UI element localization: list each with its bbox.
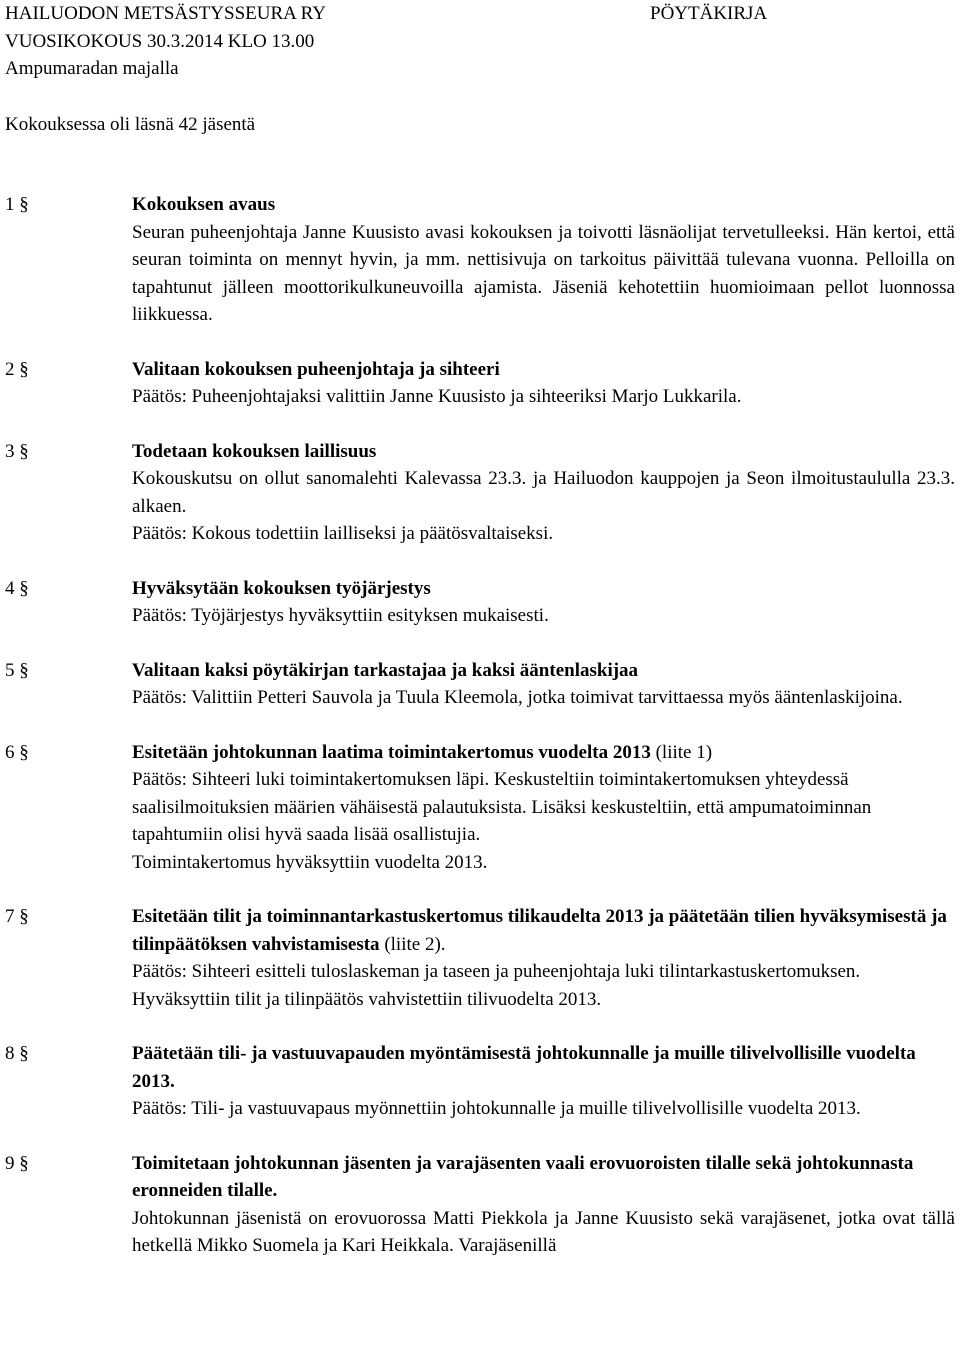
attendance-note: Kokouksessa oli läsnä 42 jäsentä <box>5 113 256 135</box>
section-number: 3 § <box>5 440 29 462</box>
section-title-text: Todetaan kokouksen laillisuus <box>132 440 377 462</box>
section-number: 6 § <box>5 741 29 763</box>
section-9 <box>5 1150 955 1260</box>
section-title <box>132 739 955 767</box>
section-4 <box>5 575 955 630</box>
section-title-text: Esitetään tilit ja toiminnantarkastuskertomus tilikaudelta 2013 ja päätetään tilien hyväksymisestä ja tilinpäätöksen vahvistamisesta <box>132 906 947 955</box>
section-title <box>132 438 955 466</box>
section-number: 2 § <box>5 358 29 380</box>
section-number: 7 § <box>5 906 29 927</box>
section-number: 8 § <box>5 1043 29 1064</box>
section-title <box>132 191 955 219</box>
section-title <box>132 575 955 603</box>
section-6 <box>5 739 955 877</box>
section-paragraph: Toimintakertomus hyväksyttiin vuodelta 2013. <box>132 851 488 873</box>
section-paragraph: Seuran puheenjohtaja Janne Kuusisto avasi kokouksen ja toivotti läsnäolijat tervetulleeksi. Hän kertoi, että seuran toiminta on mennyt hyvin, ja mm. nettisivuja on tarkoitus päivittää tulevana vuonna. Pelloilla on tapahtunut jälleen moottorikulkuneuvoilla ajamista. Jäseniä kehotettiin huomioimaan pellot luonnossa liikkuessa. <box>132 221 955 325</box>
section-number: 9 § <box>5 1152 29 1174</box>
section-5 <box>5 657 955 712</box>
header-row-1 <box>5 0 955 28</box>
section-title <box>132 657 955 685</box>
meeting-place: Ampumaradan majalla <box>5 58 179 79</box>
section-paragraph: Päätös: Työjärjestys hyväksyttiin esityksen mukaisesti. <box>132 605 549 626</box>
section-title-note: (liite 1) <box>650 741 713 763</box>
section-paragraph: Päätös: Sihteeri luki toimintakertomuksen läpi. Keskusteltiin toimintakertomuksen yhteydessä saalisilmoituksien määrien vähäisestä palautuksista. Lisäksi keskusteltiin, että ampumatoiminnan tapahtumiin olisi hyvä saada lisää osallistujia. <box>132 769 872 845</box>
section-number: 4 § <box>5 577 29 599</box>
section-paragraph: Päätös: Tili- ja vastuuvapaus myönnettiin johtokunnalle ja muille tilivelvollisille vuodelta 2013. <box>132 1098 861 1119</box>
section-title-text: Hyväksytään kokouksen työjärjestys <box>132 577 431 599</box>
section-paragraph: Päätös: Puheenjohtajaksi valittiin Janne Kuusisto ja sihteeriksi Marjo Lukkarila. <box>132 386 742 407</box>
section-title-text: Esitetään johtokunnan laatima toimintakertomus vuodelta 2013 <box>132 741 651 763</box>
minutes-document <box>5 0 955 1287</box>
section-8 <box>5 1040 955 1123</box>
section-paragraph: Päätös: Kokous todettiin lailliseksi ja päätösvaltaiseksi. <box>132 523 554 544</box>
section-title-text: Toimitetaan johtokunnan jäsenten ja varajäsenten vaali erovuoroisten tilalle sekä johtokunnasta eronneiden tilalle. <box>132 1152 914 1201</box>
section-title-text: Valitaan kaksi pöytäkirjan tarkastajaa ja kaksi ääntenlaskijaa <box>132 659 639 681</box>
section-title-text: Kokouksen avaus <box>132 194 276 215</box>
section-title <box>132 356 955 384</box>
section-title-note: (liite 2). <box>379 933 446 955</box>
section-2 <box>5 356 955 411</box>
section-number: 1 § <box>5 194 29 215</box>
organization-name: HAILUODON METSÄSTYSSEURA RY <box>5 3 326 24</box>
document-type: PÖYTÄKIRJA <box>650 3 768 24</box>
section-title <box>132 1150 955 1205</box>
section-paragraph: Kokouskutsu on ollut sanomalehti Kalevassa 23.3. ja Hailuodon kauppojen ja Seon ilmoitustaululla 23.3. alkaen. <box>132 468 955 517</box>
section-paragraph: Johtokunnan jäsenistä on erovuorossa Matti Piekkola ja Janne Kuusisto sekä varajäsenet, jotka ovat tällä hetkellä Mikko Suomela ja Kari Heikkala. Varajäsenillä <box>132 1207 955 1256</box>
section-title-text: Päätetään tili- ja vastuuvapauden myöntämisestä johtokunnalle ja muille tilivelvollisille vuodelta 2013. <box>132 1043 916 1092</box>
meeting-title: VUOSIKOKOUS 30.3.2014 KLO 13.00 <box>5 30 315 52</box>
section-7 <box>5 903 955 1013</box>
section-title <box>132 903 955 958</box>
section-paragraph: Päätös: Sihteeri esitteli tuloslaskeman ja taseen ja puheenjohtaja luki tilintarkastuskertomuksen. Hyväksyttiin tilit ja tilinpäätös vahvistettiin tilivuodelta 2013. <box>132 961 861 1010</box>
section-1 <box>5 191 955 329</box>
section-3 <box>5 438 955 548</box>
section-title <box>132 1040 955 1095</box>
section-title-text: Valitaan kokouksen puheenjohtaja ja sihteeri <box>132 358 500 380</box>
section-number: 5 § <box>5 659 29 681</box>
section-paragraph: Päätös: Valittiin Petteri Sauvola ja Tuula Kleemola, jotka toimivat tarvittaessa myös ääntenlaskijoina. <box>132 687 903 708</box>
